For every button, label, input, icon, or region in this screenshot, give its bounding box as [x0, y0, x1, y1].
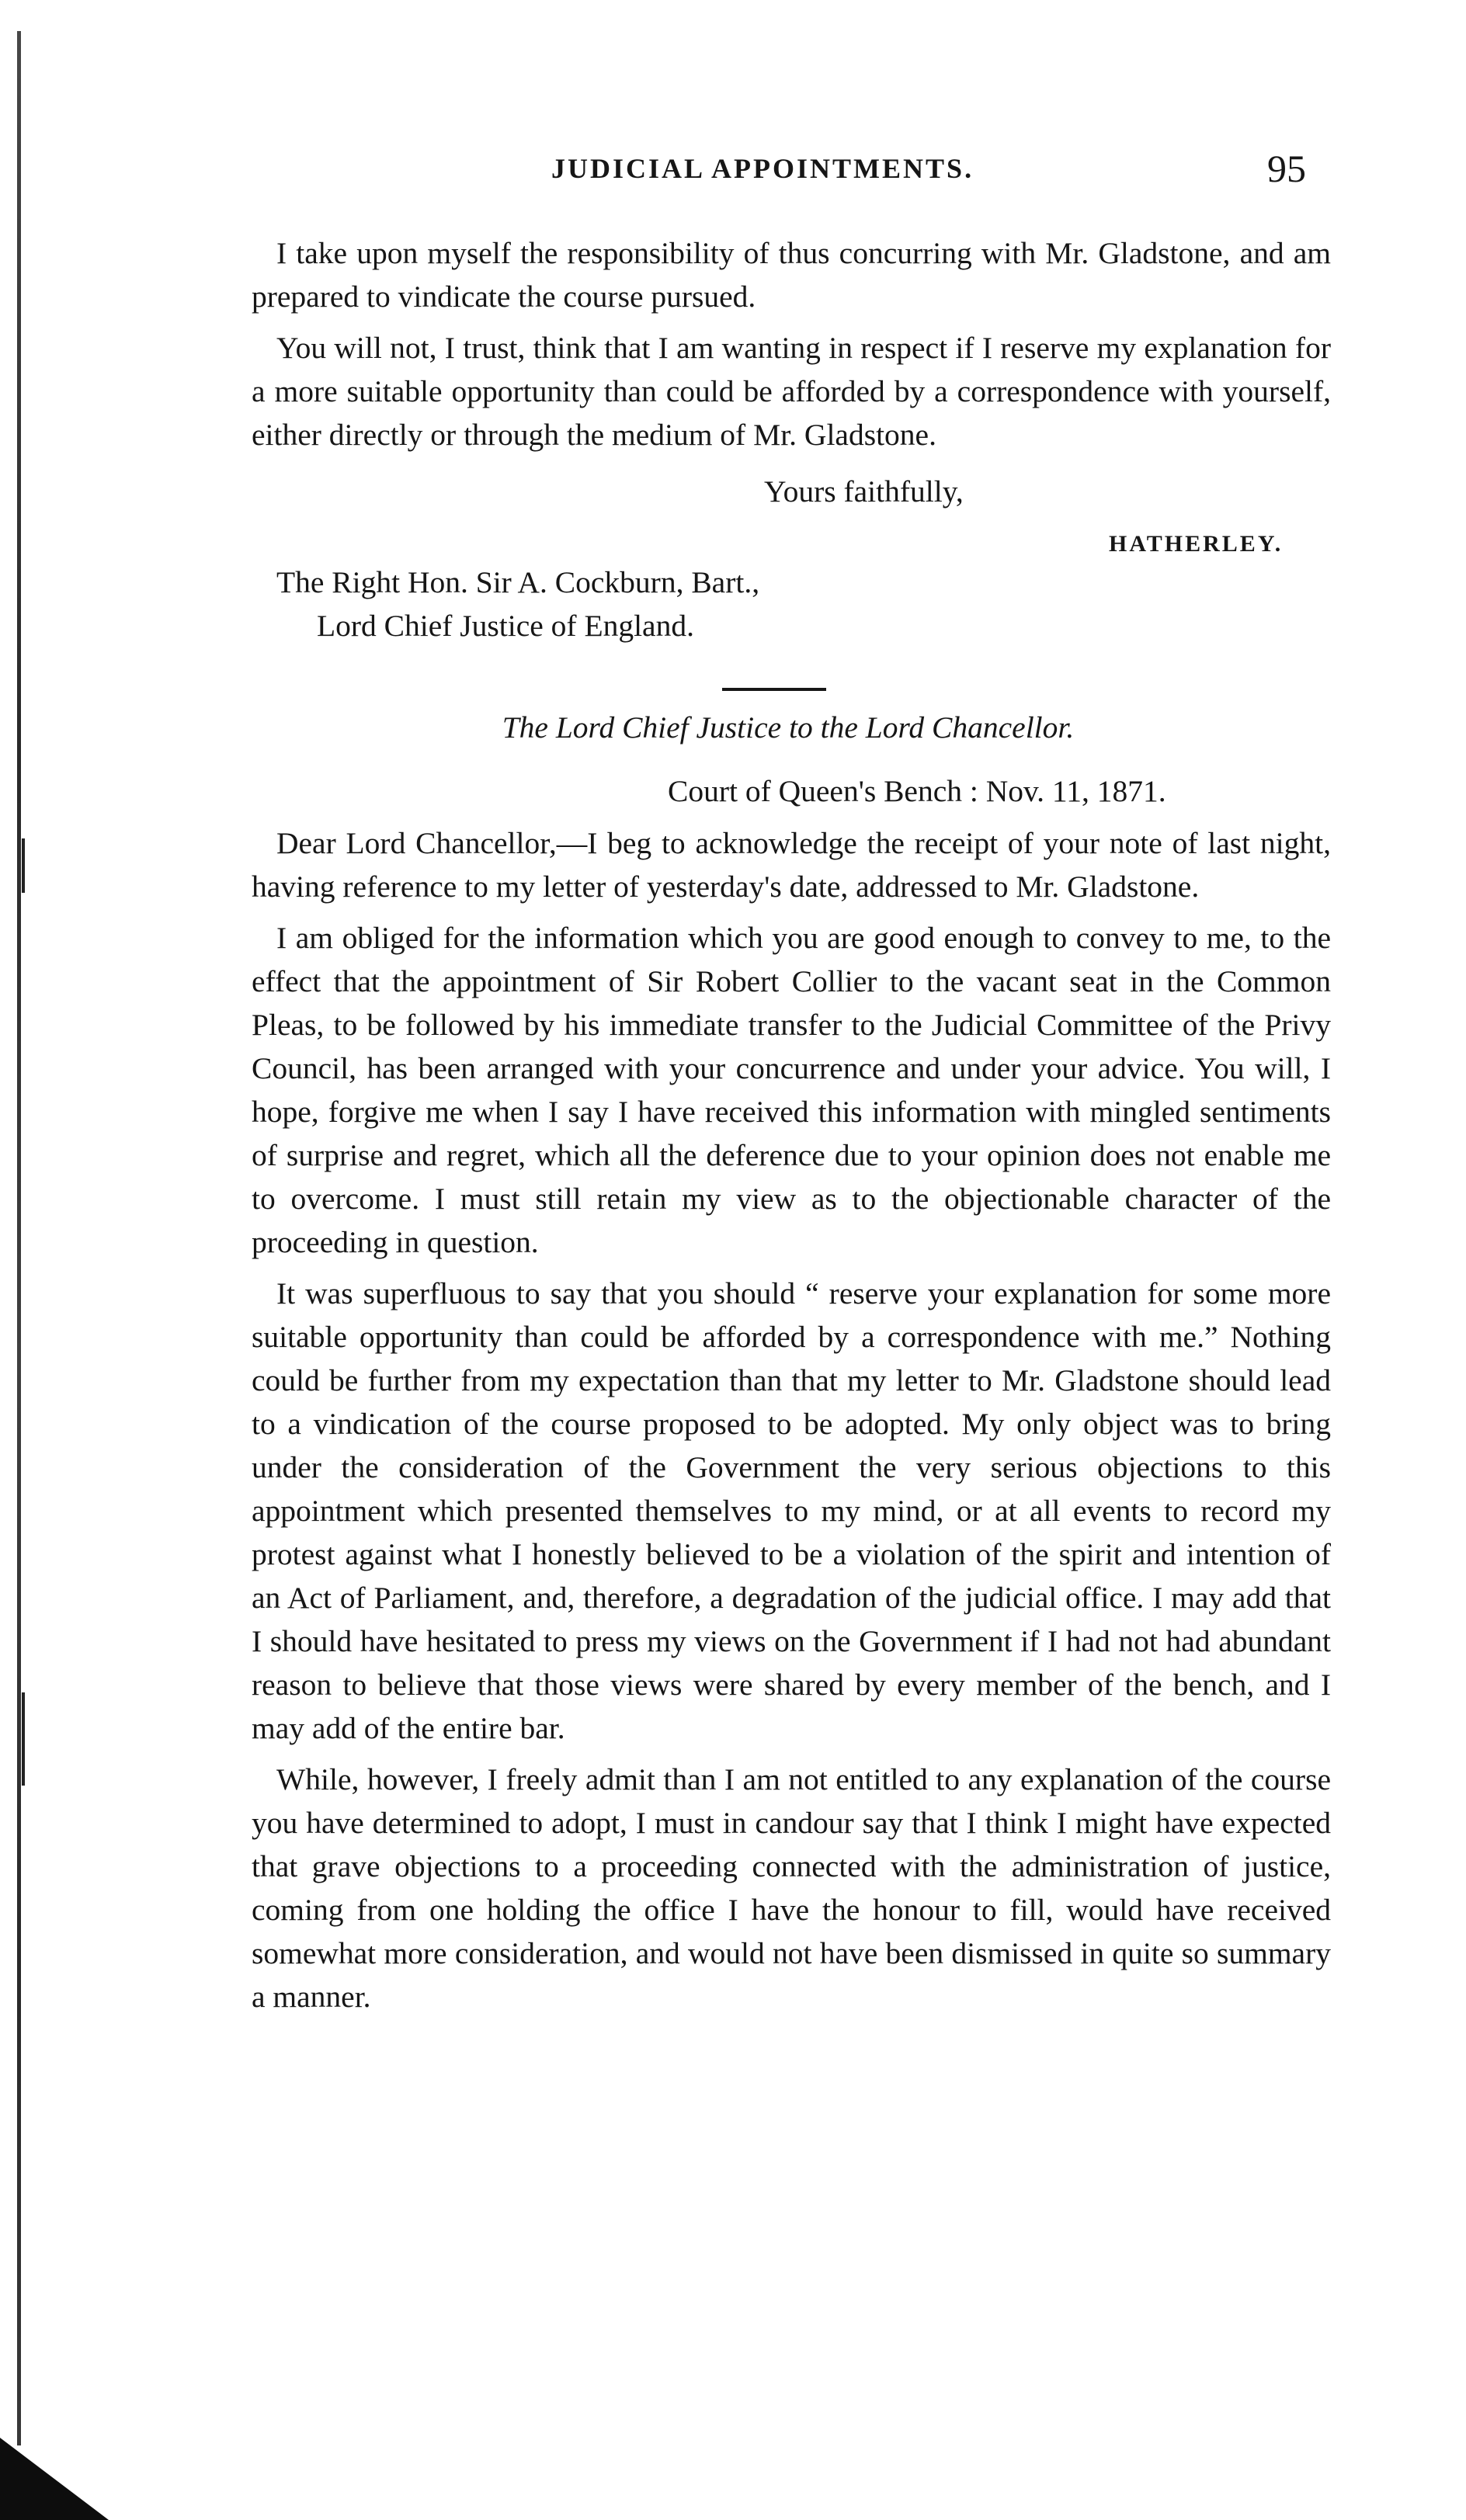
addressee-name: The Right Hon. Sir A. Cockburn, Bart., [276, 565, 760, 599]
gutter-mark [22, 1692, 25, 1786]
paragraph: Dear Lord Chancellor,—I beg to acknowledge the receipt of your note of last night, having reference to my letter of yesterday's date, addressed to Mr. Gladstone. [252, 826, 1331, 904]
paragraph: It was superfluous to say that you should “ reserve your explanation for some more suitable opportunity than could be afforded by a correspondence with me.” Nothing could be further from my expectation than that my letter to Mr. Gladstone should lead to a vindication of the course proposed to be adopted. My only object was to bring under the consideration of the Government the very serious objections to this appointment which presented themselves to my mind, or at all events to record my protest against what I honestly believed to be a violation of the spirit and intention of an Act of Parliament, and, therefore, a degradation of the judicial office. I may add that I should have hesitated to press my views on the Government if I had not had abundant reason to believe that those views were shared by every member of the bench, and I may add of the entire bar. [252, 1276, 1331, 1745]
letter2-body [252, 821, 1331, 2018]
gutter-mark [22, 838, 25, 893]
addressee-title: Lord Chief Justice of England. [317, 609, 694, 643]
running-head: JUDICIAL APPOINTMENTS. [551, 153, 974, 184]
page-gutter-edge [17, 31, 21, 2445]
dateline: Court of Queen's Bench : Nov. 11, 1871. [668, 774, 1166, 808]
paragraph: I take upon myself the responsibility of thus concurring with Mr. Gladstone, and am prepared to vindicate the course pursued. [252, 236, 1331, 314]
letter-heading: The Lord Chief Justice to the Lord Chancellor. [502, 710, 1075, 745]
letter1-body [252, 231, 1331, 456]
page-number: 95 [1267, 147, 1306, 190]
paragraph: While, however, I freely admit than I am not entitled to any explanation of the course you have determined to adopt, I must in candour say that I think I might have expected that grave objections to a proceeding connected with the administration of justice, coming from one holding the office I have the honour to fill, would have received somewhat more consideration, and would not have been dismissed in quite so summary a manner. [252, 1762, 1331, 2014]
signature: HATHERLEY. [1109, 531, 1284, 557]
section-divider [722, 688, 826, 691]
addressee-block [276, 561, 759, 647]
paragraph: I am obliged for the information which you are good enough to convey to me, to the effect that the appointment of Sir Robert Collier to the vacant seat in the Common Pleas, to be followed by his immediate transfer to the Judicial Committee of the Privy Council, has been arranged with your concurrence and under your advice. You will, I hope, forgive me when I say I have received this information with mingled sentiments of surprise and regret, which all the deference due to your opinion does not enable me to overcome. I must still retain my view as to the objectionable character of the proceeding in question. [252, 921, 1331, 1259]
letter-closing: Yours faithfully, [764, 474, 964, 509]
paragraph: You will not, I trust, think that I am wanting in respect if I reserve my explanation for a more suitable opportunity than could be afforded by a correspondence with yourself, either directly or through the medium of Mr. Gladstone. [252, 331, 1331, 452]
page-corner-shadow [0, 2438, 109, 2520]
